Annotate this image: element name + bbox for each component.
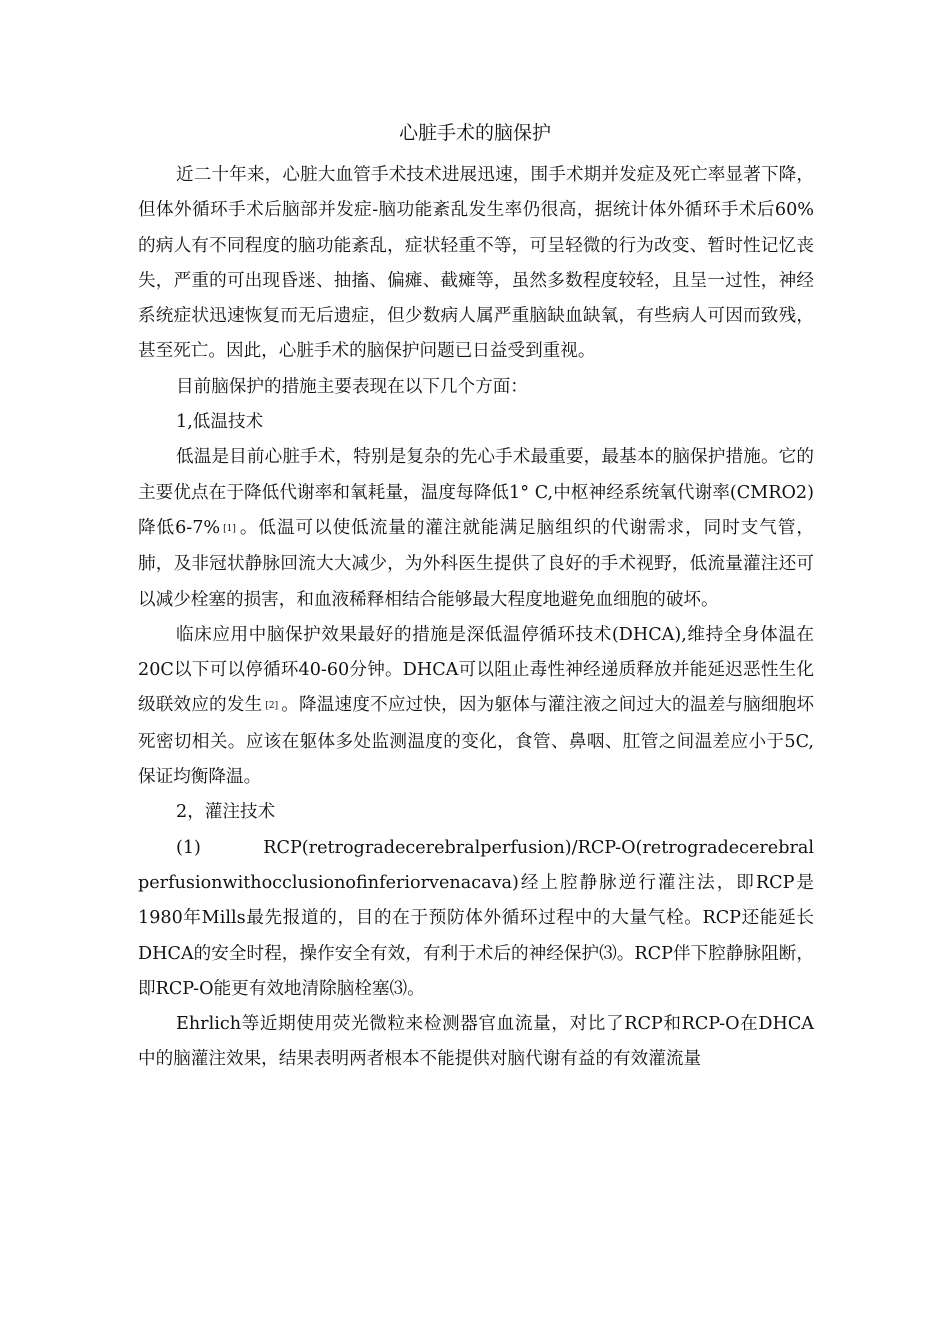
paragraph-hypothermia-text: 低温是目前心脏手术，特别是复杂的先心手术最重要，最基本的脑保护措施。它的主要优点在于降低代谢率和氧耗量，温度每降低1° C,中枢神经系统氧代谢率(CMRO2)降低6-7%	[138, 447, 814, 538]
paragraph-intro: 近二十年来，心脏大血管手术技术进展迅速，围手术期并发症及死亡率显著下降，但体外循环手术后脑部并发症-脑功能紊乱发生率仍很高，据统计体外循环手术后60%的病人有不同程度的脑功能紊乱，症状轻重不等，可呈轻微的行为改变、暂时性记忆丧失，严重的可出现昏迷、抽搐、偏瘫、截瘫等，虽然多数程度较轻，且呈一过性，神经系统症状迅速恢复而无后遗症，但少数病人属严重脑缺血缺氧，有些病人可因而致残，甚至死亡。因此，心脏手术的脑保护问题已日益受到重视。	[138, 165, 814, 362]
paragraph-hypothermia-text-cont: 。低温可以使低流量的灌注就能满足脑组织的代谢需求，同时支气管，肺，及非冠状静脉回流大大减少，为外科医生提供了良好的手术视野，低流量灌注还可以减少栓塞的损害，和血液稀释相结合能够最大程度地避免血细胞的破坏。	[138, 517, 814, 610]
citation-1: [1]	[223, 523, 236, 534]
paragraph-dhca	[138, 618, 814, 795]
paragraph-hypothermia	[138, 440, 814, 617]
citation-2: [2]	[265, 701, 279, 712]
paragraph-measures-intro: 目前脑保护的措施主要表现在以下几个方面：	[176, 376, 528, 397]
section-heading-perfusion: 2，灌注技术	[176, 802, 276, 823]
document-title: 心脏手术的脑保护	[398, 122, 551, 144]
paragraph-dhca-text: 临床应用中脑保护效果最好的措施是深低温停循环技术(DHCA),维持全身体温在20C以下可以停循环40-60分钟。DHCA可以阻止毒性神经递质释放并能延迟恶性生化级联效应的发生	[138, 624, 814, 716]
document-body	[138, 158, 814, 1078]
paragraph-dhca-text-cont: 。降温速度不应过快，因为躯体与灌注液之间过大的温差与脑细胞坏死密切相关。应该在躯体多处监测温度的变化，食管、鼻咽、肛管之间温差应小于5C,保证均衡降温。	[138, 695, 814, 788]
section-heading-hypothermia: 1,低温技术	[176, 412, 264, 433]
paragraph-rcp: (1) RCP(retrogradecerebralperfusion)/RCP-O(retrogradecerebral perfusionwithocclusionofinferiorvenacava)经上腔静脉逆行灌注法，即RCP是1980年Mills最先报道的，目的在于预防体外循环过程中的大量气栓。RCP还能延长DHCA的安全时程，操作安全有效，有利于术后的神经保护⑶。RCP伴下腔静脉阻断，即RCP-O能更有效地清除脑栓塞⑶。	[138, 837, 814, 999]
paragraph-ehrlich: Ehrlich等近期使用荧光微粒来检测器官血流量，对比了RCP和RCP-O在DHCA中的脑灌注效果，结果表明两者根本不能提供对脑代谢有益的有效灌流量	[138, 1014, 814, 1070]
